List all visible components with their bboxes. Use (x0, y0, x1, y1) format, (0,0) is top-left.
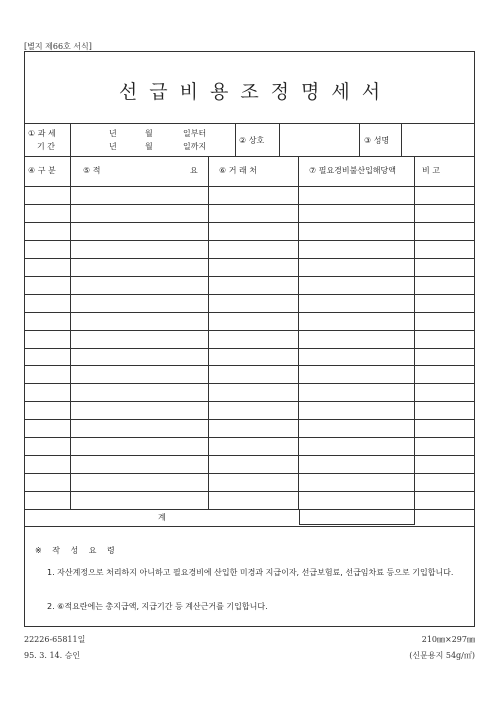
table-row-rule (25, 294, 474, 295)
form-title: 선급비용조정명세서 (118, 81, 393, 103)
form-frame (24, 51, 475, 627)
table-row-rule (25, 419, 474, 420)
table-row-rule (25, 365, 474, 366)
rule-header-bottom (25, 186, 474, 187)
footer-approval: 95. 3. 14. 승인 (24, 651, 81, 660)
divider-period-label (70, 123, 71, 156)
divider-company-label (279, 123, 280, 156)
notes-title: ※ 작 성 요 령 (35, 546, 119, 555)
period-from-year: 년 (109, 129, 117, 138)
footer-code: 22226-65811일 (24, 635, 86, 644)
table-row-rule (25, 383, 474, 384)
form-number-label: [별지 제66호 서식] (24, 42, 92, 51)
company-label: ② 상호 (239, 136, 265, 145)
divider-col-3 (298, 156, 299, 509)
total-label: 계 (158, 513, 166, 522)
period-to-day: 일까지 (183, 142, 207, 151)
table-row-rule (25, 312, 474, 313)
period-label: ① 과 세 (28, 129, 56, 138)
table-row-rule (25, 348, 474, 349)
period-label-2: 기 간 (37, 142, 55, 151)
period-from-month: 월 (145, 129, 153, 138)
rule-total-bottom (25, 526, 474, 527)
table-row-rule (25, 222, 474, 223)
table-row-rule (25, 473, 474, 474)
table-row-rule (25, 455, 474, 456)
divider-period-end (235, 123, 236, 156)
table-row-rule (25, 491, 474, 492)
table-row-rule (25, 204, 474, 205)
table-row-rule (25, 401, 474, 402)
note-item-1: 1. 자산계정으로 처리하지 아니하고 필요경비에 산입한 미경과 지급이자, 선급보험료, 선급임차료 등으로 기입합니다. (47, 568, 454, 577)
divider-col-1 (70, 156, 71, 509)
col-client-header: ⑥ 거 래 처 (219, 166, 257, 175)
divider-company-end (359, 123, 360, 156)
period-to-year: 년 (109, 142, 117, 151)
period-from-day: 일부터 (183, 129, 207, 138)
footer-paper: (신문용지 54g/㎡) (409, 651, 475, 660)
divider-name-label (401, 123, 402, 156)
table-row-rule (25, 330, 474, 331)
col-amount-header: ⑦ 필요경비불산입해당액 (309, 166, 396, 175)
name-label: ③ 성명 (364, 136, 390, 145)
divider-col-4 (414, 156, 415, 509)
rule-period-bottom (25, 156, 474, 157)
col-summary-header: ⑤ 적 (83, 166, 101, 175)
table-row-rule (25, 276, 474, 277)
table-row-rule (25, 437, 474, 438)
divider-col-2 (208, 156, 209, 509)
period-to-month: 월 (145, 142, 153, 151)
note-item-2: 2. ⑥적요란에는 총지급액, 지급기간 등 계산근거를 기입합니다. (47, 602, 268, 611)
table-row-rule (25, 258, 474, 259)
total-amount-cell (299, 509, 415, 525)
col-summary-header-end: 요 (190, 166, 198, 175)
rule-title-bottom (25, 123, 474, 124)
col-category-header: ④ 구 분 (28, 166, 56, 175)
footer-size: 210㎜×297㎜ (421, 635, 475, 644)
col-remarks-header: 비 고 (422, 166, 440, 175)
table-row-rule (25, 240, 474, 241)
